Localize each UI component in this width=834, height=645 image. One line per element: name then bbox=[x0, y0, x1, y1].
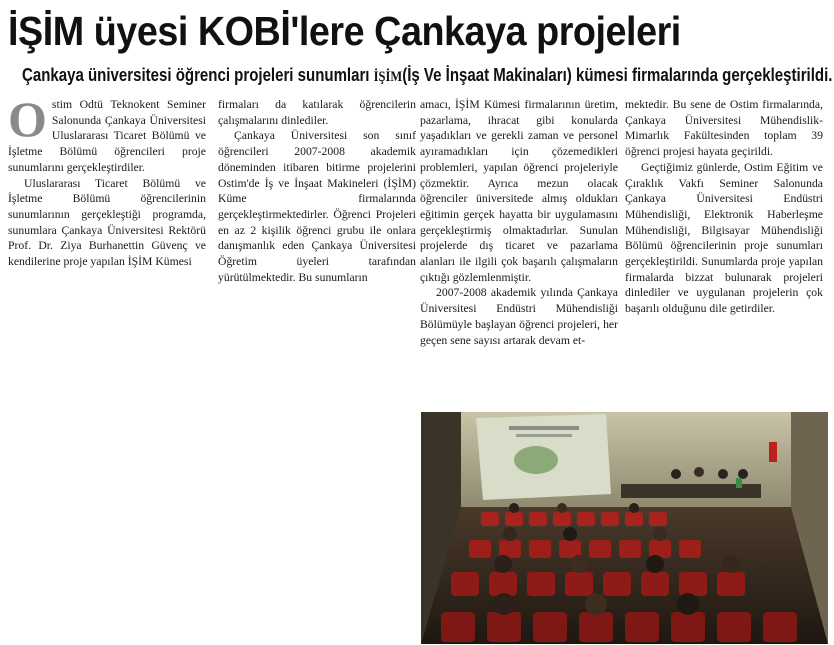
seat bbox=[625, 612, 659, 642]
audience-head bbox=[677, 593, 699, 615]
audience-head bbox=[722, 555, 740, 573]
paragraph-seminar: Geçtiğimiz günlerde, Ostim Eğitim ve Çıraklık Vakfı Seminer Salonunda Çankaya Üniversitesi Endüstri Mühendisliği, Elektronik Haberleşme Mühendisliği, Bilgisayar Mühendisliği Bölümü öğrencilerinin proje sunumları gerçekleştirildi. Sunumlarda proje yapılan firmalarda bizzat bulunarak projeleri dinlediler ve uygulanan projelerin çok başarılı olduğunu dile getirdiler. bbox=[625, 160, 823, 316]
subhead-text-end: (İş Ve İnşaat Makinaları) kümesi firmalarında gerçekleştirildi. bbox=[402, 65, 833, 85]
seat bbox=[601, 512, 619, 526]
seat bbox=[553, 512, 571, 526]
article-headline: İŞİM üyesi KOBİ'lere Çankaya projeleri bbox=[8, 8, 681, 54]
seat bbox=[565, 572, 593, 596]
seat bbox=[717, 612, 751, 642]
seminar-hall-image bbox=[421, 412, 828, 644]
panelist bbox=[738, 469, 748, 479]
audience-head bbox=[585, 593, 607, 615]
audience-head bbox=[494, 555, 512, 573]
flag bbox=[769, 442, 777, 462]
subhead-text-start: Çankaya üniversitesi öğrenci projeleri sunumları bbox=[22, 65, 374, 85]
seat bbox=[505, 512, 523, 526]
audience-head bbox=[570, 555, 588, 573]
audience-head bbox=[509, 503, 519, 513]
paragraph-projects-continued: amacı, İŞİM Kümesi firmalarının üretim, pazarlama, ihracat gibi konularda yaşadıkları ve gerekli zaman ve personel ayıramadıkları için çözemedikleri problemleri, yapılan öğrenci projeleriyle çözmektir. Ayrıca mezun olacak öğrenciler üniversitede almış oldukları eğitimin gerçek hayatta bir uygulamasını gerçekleştirmiş olmaktadırlar. Sunulan projelerde dış ticaret ve pazarlama alanları ile ilgili çok başarılı çalışmaların çıktığı gözlemlenmiştir. bbox=[420, 98, 618, 284]
seat bbox=[619, 540, 641, 558]
audience-head bbox=[493, 593, 515, 615]
seat bbox=[441, 612, 475, 642]
screen-slide-graphic bbox=[514, 446, 558, 474]
audience-head bbox=[503, 527, 517, 541]
seat bbox=[579, 612, 613, 642]
seat bbox=[717, 572, 745, 596]
seat bbox=[533, 612, 567, 642]
article-subhead bbox=[22, 62, 833, 90]
panelist bbox=[694, 467, 704, 477]
audience-head bbox=[557, 503, 567, 513]
paragraph-intro bbox=[8, 91, 206, 176]
audience-head bbox=[653, 527, 667, 541]
article-column-2 bbox=[218, 97, 416, 285]
seat bbox=[603, 572, 631, 596]
seat bbox=[529, 512, 547, 526]
panelist bbox=[718, 469, 728, 479]
seat bbox=[679, 540, 701, 558]
seat bbox=[763, 612, 797, 642]
seat bbox=[481, 512, 499, 526]
seat bbox=[529, 540, 551, 558]
seat bbox=[671, 612, 705, 642]
article-column-1 bbox=[8, 91, 206, 270]
seat bbox=[649, 512, 667, 526]
seat bbox=[679, 572, 707, 596]
paragraph-projects: Çankaya Üniversitesi son sınıf öğrencileri 2007-2008 akademik döneminden itibaren bitirme projelerini Ostim'de İş ve İnşaat Makineleri (İŞİM) Küme firmalarında gerçekleştirmektedirler. Öğrenci Projeleri en az 2 kişilik öğrenci grubu ile onlara danışmanlık eden Çankaya Üniversitesi Öğretim üyeleri tarafından yürütülmektedir. Bu sunumların bbox=[218, 129, 416, 284]
paragraph-history-continued: mektedir. Bu sene de Ostim firmalarında, Çankaya Üniversitesi Mühendislik-Mimarlık Fakültesinden toplam 39 öğrenci projesi hayata geçirildi. bbox=[625, 98, 823, 159]
seat bbox=[527, 572, 555, 596]
article-column-3 bbox=[420, 97, 618, 348]
seat bbox=[649, 540, 671, 558]
article-column-4 bbox=[625, 97, 823, 317]
seat bbox=[469, 540, 491, 558]
seat bbox=[577, 512, 595, 526]
paragraph-intro-text: stim Odtü Teknokent Seminer Salonunda Çankaya Üniversitesi Uluslararası Ticaret Bölümü ve İşletme Bölümü öğrencileri proje sunumlarını gerçekleştirdiler. bbox=[8, 98, 206, 174]
screen-slide-title bbox=[509, 426, 579, 430]
subhead-isim-mark: İŞİM bbox=[373, 69, 403, 85]
seat bbox=[589, 540, 611, 558]
seat bbox=[625, 512, 643, 526]
paragraph-program-continued: firmaları da katılarak öğrencilerin çalışmalarını dinlediler. bbox=[218, 98, 416, 127]
audience-head bbox=[629, 503, 639, 513]
screen-slide-subtitle bbox=[516, 434, 572, 437]
flag-small bbox=[736, 478, 742, 488]
paragraph-program: Uluslararası Ticaret Bölümü ve İşletme Bölümü öğrencilerinin sunumlarının gerçekleştiği programda, sunumlara Çankaya Üniversitesi Rektörü Prof. Dr. Ziya Burhanettin Güvenç ve kendilerine proje yapılan İŞİM Kümesi bbox=[8, 176, 206, 269]
audience-head bbox=[646, 555, 664, 573]
seat bbox=[489, 572, 517, 596]
panelist bbox=[671, 469, 681, 479]
paragraph-history: 2007-2008 akademik yılında Çankaya Üniversitesi Endüstri Mühendisliği Bölümüyle başlayan öğrenci projeleri, her geçen sene sayısı artarak devam et- bbox=[420, 286, 618, 347]
seat bbox=[487, 612, 521, 642]
seat bbox=[641, 572, 669, 596]
audience-head bbox=[563, 527, 577, 541]
seminar-photo bbox=[421, 412, 828, 644]
seat bbox=[451, 572, 479, 596]
drop-cap: O bbox=[8, 91, 47, 147]
